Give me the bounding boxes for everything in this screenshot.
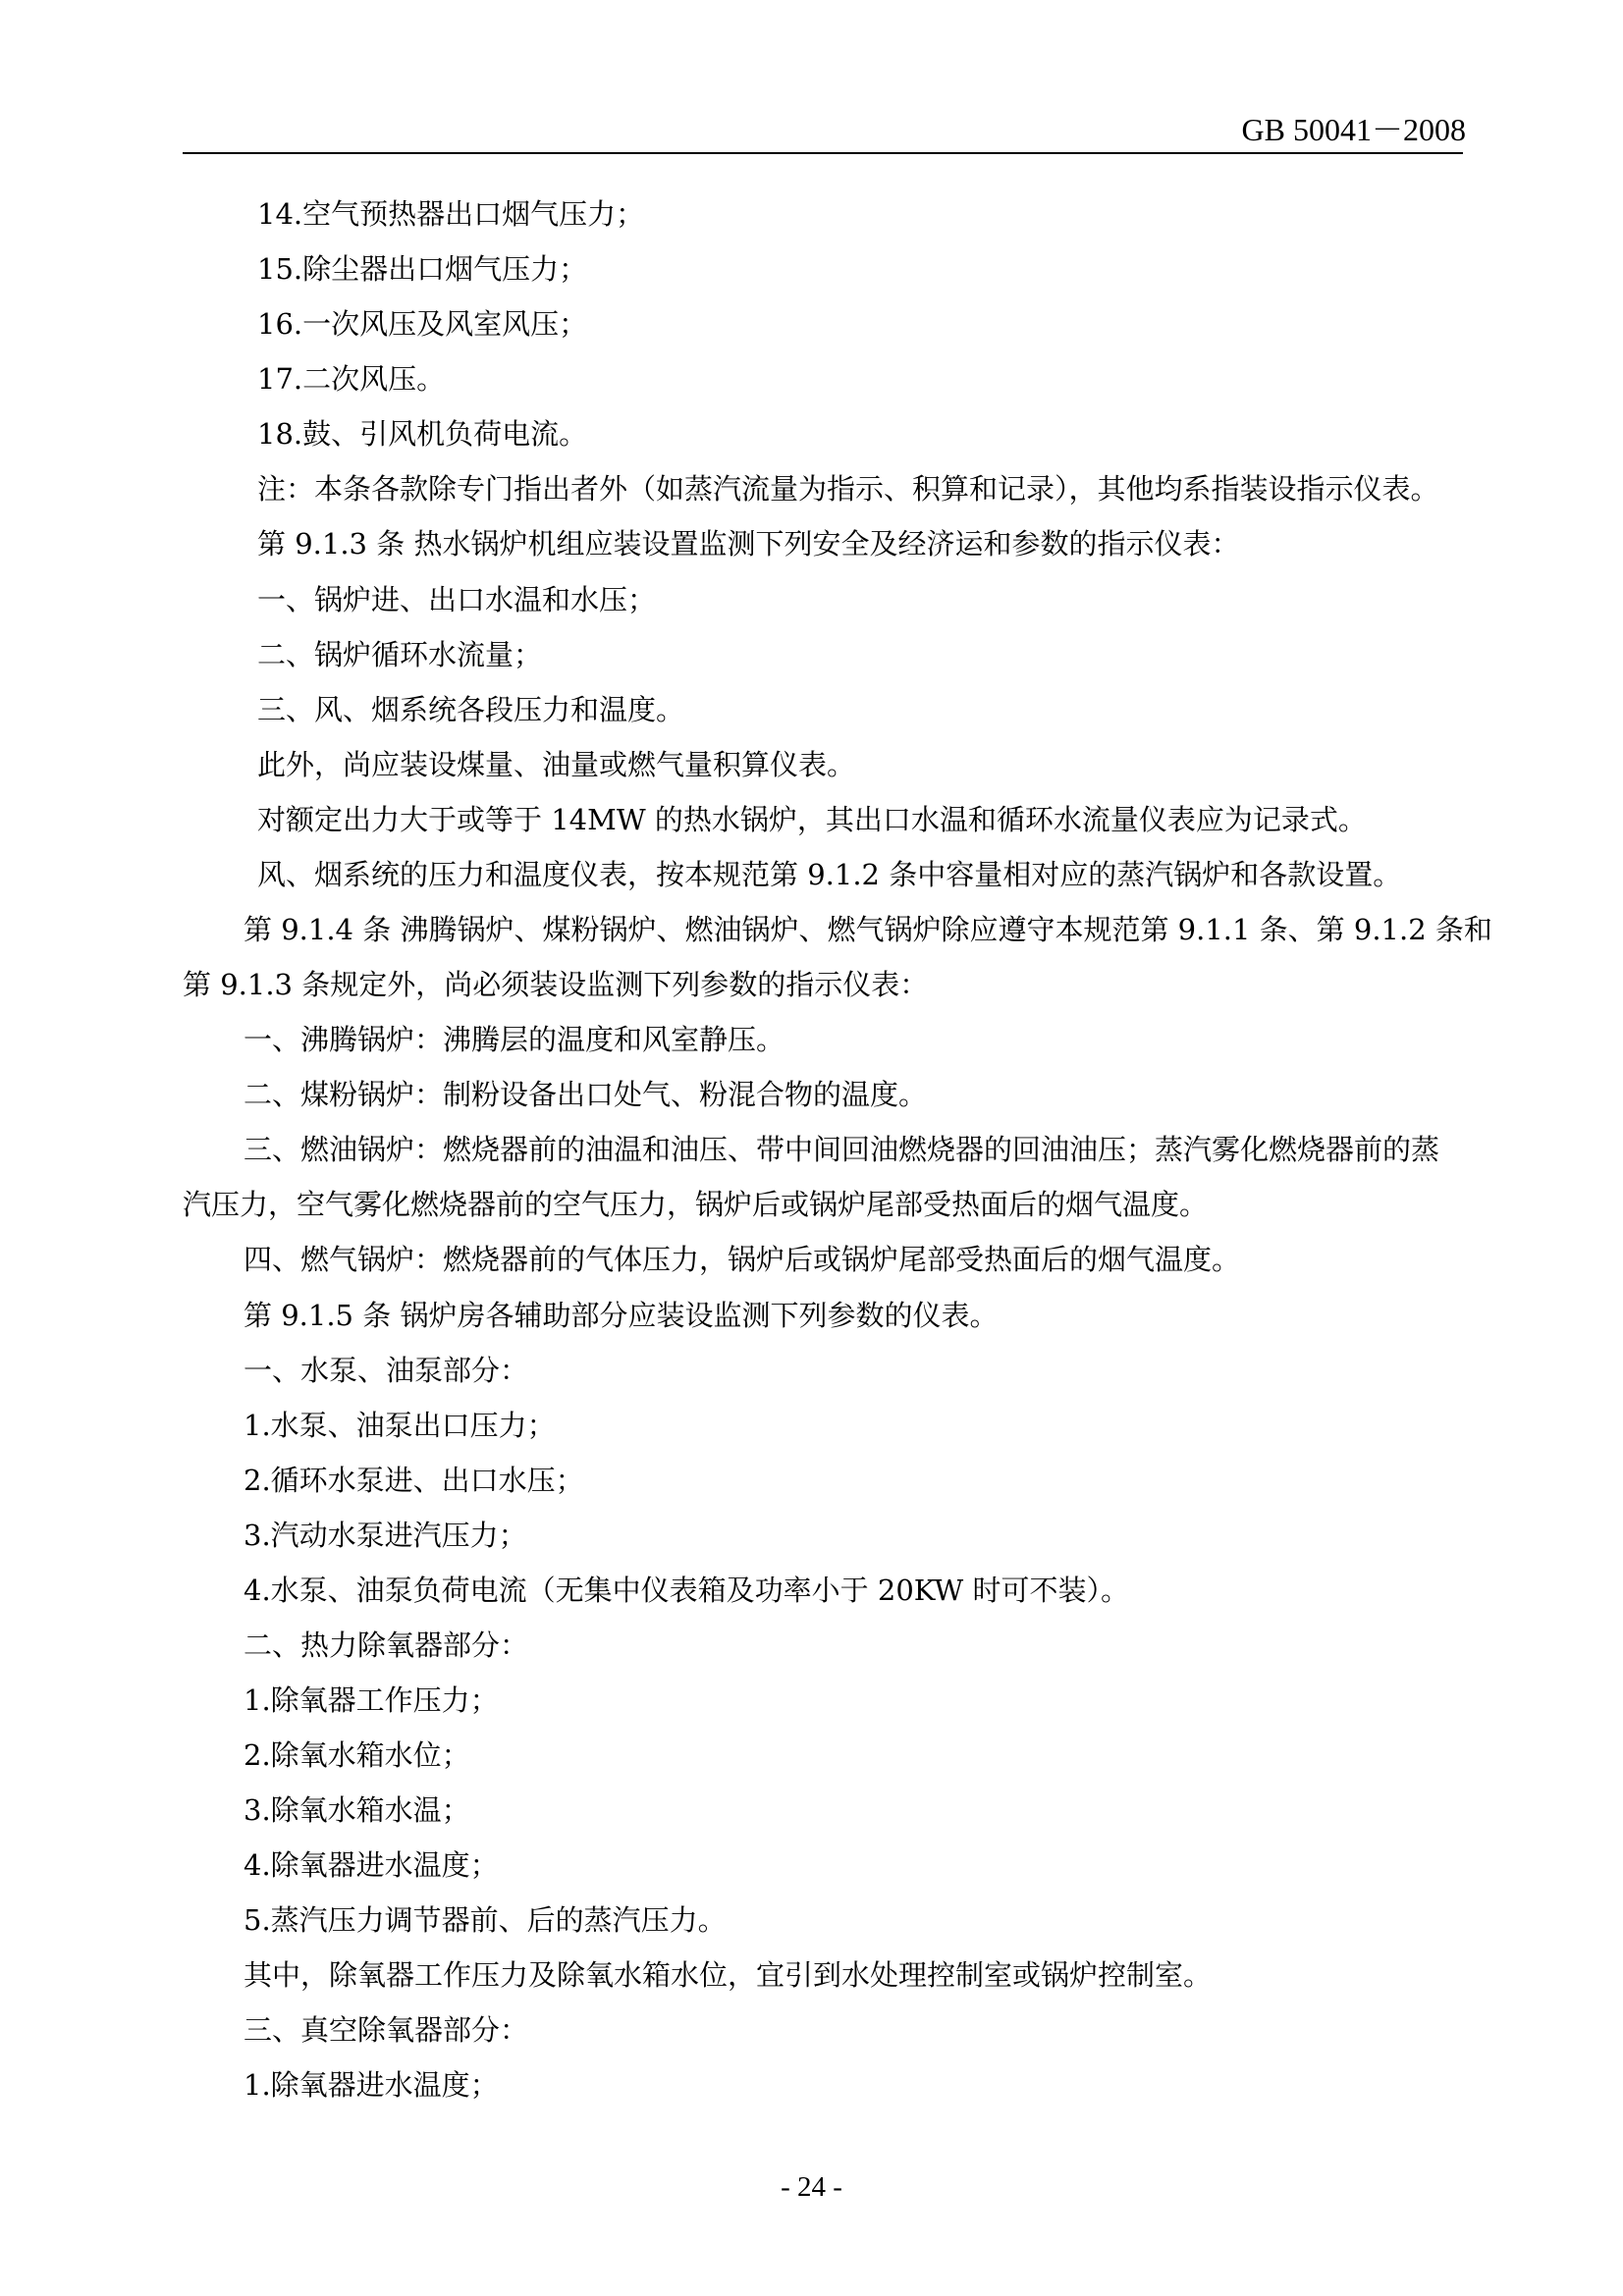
text-line: 16.一次风压及风室风压； — [257, 307, 588, 341]
text-line: 四、燃气锅炉：燃烧器前的气体压力，锅炉后或锅炉尾部受热面后的烟气温度。 — [243, 1243, 1241, 1276]
text-line: 2.除氧水箱水位； — [243, 1738, 470, 1772]
text-line: 三、风、烟系统各段压力和温度。 — [257, 693, 685, 726]
text-line: 第 9.1.3 条规定外，尚必须装设监测下列参数的指示仪表： — [183, 968, 929, 1001]
text-line: 1.除氧器工作压力； — [243, 1683, 499, 1717]
text-line: 4.除氧器进水温度； — [243, 1848, 499, 1882]
text-line: 14.空气预热器出口烟气压力； — [257, 197, 645, 231]
clause-heading: 第 9.1.4 条 沸腾锅炉、煤粉锅炉、燃油锅炉、燃气锅炉除应遵守本规范第 9.1.1 条、第 9.1.2 条和 — [243, 913, 1492, 946]
text-line: 此外，尚应装设煤量、油量或燃气量积算仪表。 — [257, 748, 856, 781]
text-line: 一、沸腾锅炉：沸腾层的温度和风室静压。 — [243, 1023, 785, 1056]
text-line: 18.鼓、引风机负荷电流。 — [257, 417, 588, 451]
text-line: 二、煤粉锅炉：制粉设备出口处气、粉混合物的温度。 — [243, 1078, 928, 1111]
standard-code: GB 50041－2008 — [1241, 112, 1466, 147]
text-line: 5.蒸汽压力调节器前、后的蒸汽压力。 — [243, 1903, 727, 1937]
text-line: 汽压力，空气雾化燃烧器前的空气压力，锅炉后或锅炉尾部受热面后的烟气温度。 — [183, 1188, 1209, 1221]
text-line: 3.除氧水箱水温； — [243, 1793, 470, 1827]
text-line: 三、真空除氧器部分： — [243, 2013, 529, 2047]
text-line: 其中，除氧器工作压力及除氧水箱水位，宜引到水处理控制室或锅炉控制室。 — [243, 1958, 1213, 1992]
note-line: 注：本条各款除专门指出者外（如蒸汽流量为指示、积算和记录），其他均系指装设指示仪表。 — [257, 472, 1439, 506]
clause-heading: 第 9.1.3 条 热水锅炉机组应装设置监测下列安全及经济运和参数的指示仪表： — [257, 527, 1240, 561]
text-line: 二、热力除氧器部分： — [243, 1629, 529, 1662]
header-rule — [183, 152, 1463, 154]
clause-heading: 第 9.1.5 条 锅炉房各辅助部分应装设监测下列参数的仪表。 — [243, 1299, 999, 1332]
text-line: 一、锅炉进、出口水温和水压； — [257, 583, 657, 616]
text-line: 4.水泵、油泵负荷电流（无集中仪表箱及功率小于 20KW 时可不装）。 — [243, 1574, 1129, 1607]
text-line: 三、燃油锅炉：燃烧器前的油温和油压、带中间回油燃烧器的回油油压；蒸汽雾化燃烧器前的蒸 — [243, 1133, 1440, 1166]
text-line: 二、锅炉循环水流量； — [257, 638, 543, 671]
text-line: 对额定出力大于或等于 14MW 的热水锅炉，其出口水温和循环水流量仪表应为记录式。 — [257, 803, 1367, 836]
page-number: - 24 - — [781, 2171, 842, 2203]
text-line: 1.水泵、油泵出口压力； — [243, 1409, 556, 1442]
text-line: 1.除氧器进水温度； — [243, 2068, 499, 2102]
text-line: 15.除尘器出口烟气压力； — [257, 252, 588, 286]
text-line: 3.汽动水泵进汽压力； — [243, 1519, 527, 1552]
text-line: 2.循环水泵进、出口水压； — [243, 1464, 584, 1497]
text-line: 17.二次风压。 — [257, 362, 446, 396]
text-line: 一、水泵、油泵部分： — [243, 1354, 529, 1387]
text-line: 风、烟系统的压力和温度仪表，按本规范第 9.1.2 条中容量相对应的蒸汽锅炉和各款设置。 — [257, 858, 1402, 891]
